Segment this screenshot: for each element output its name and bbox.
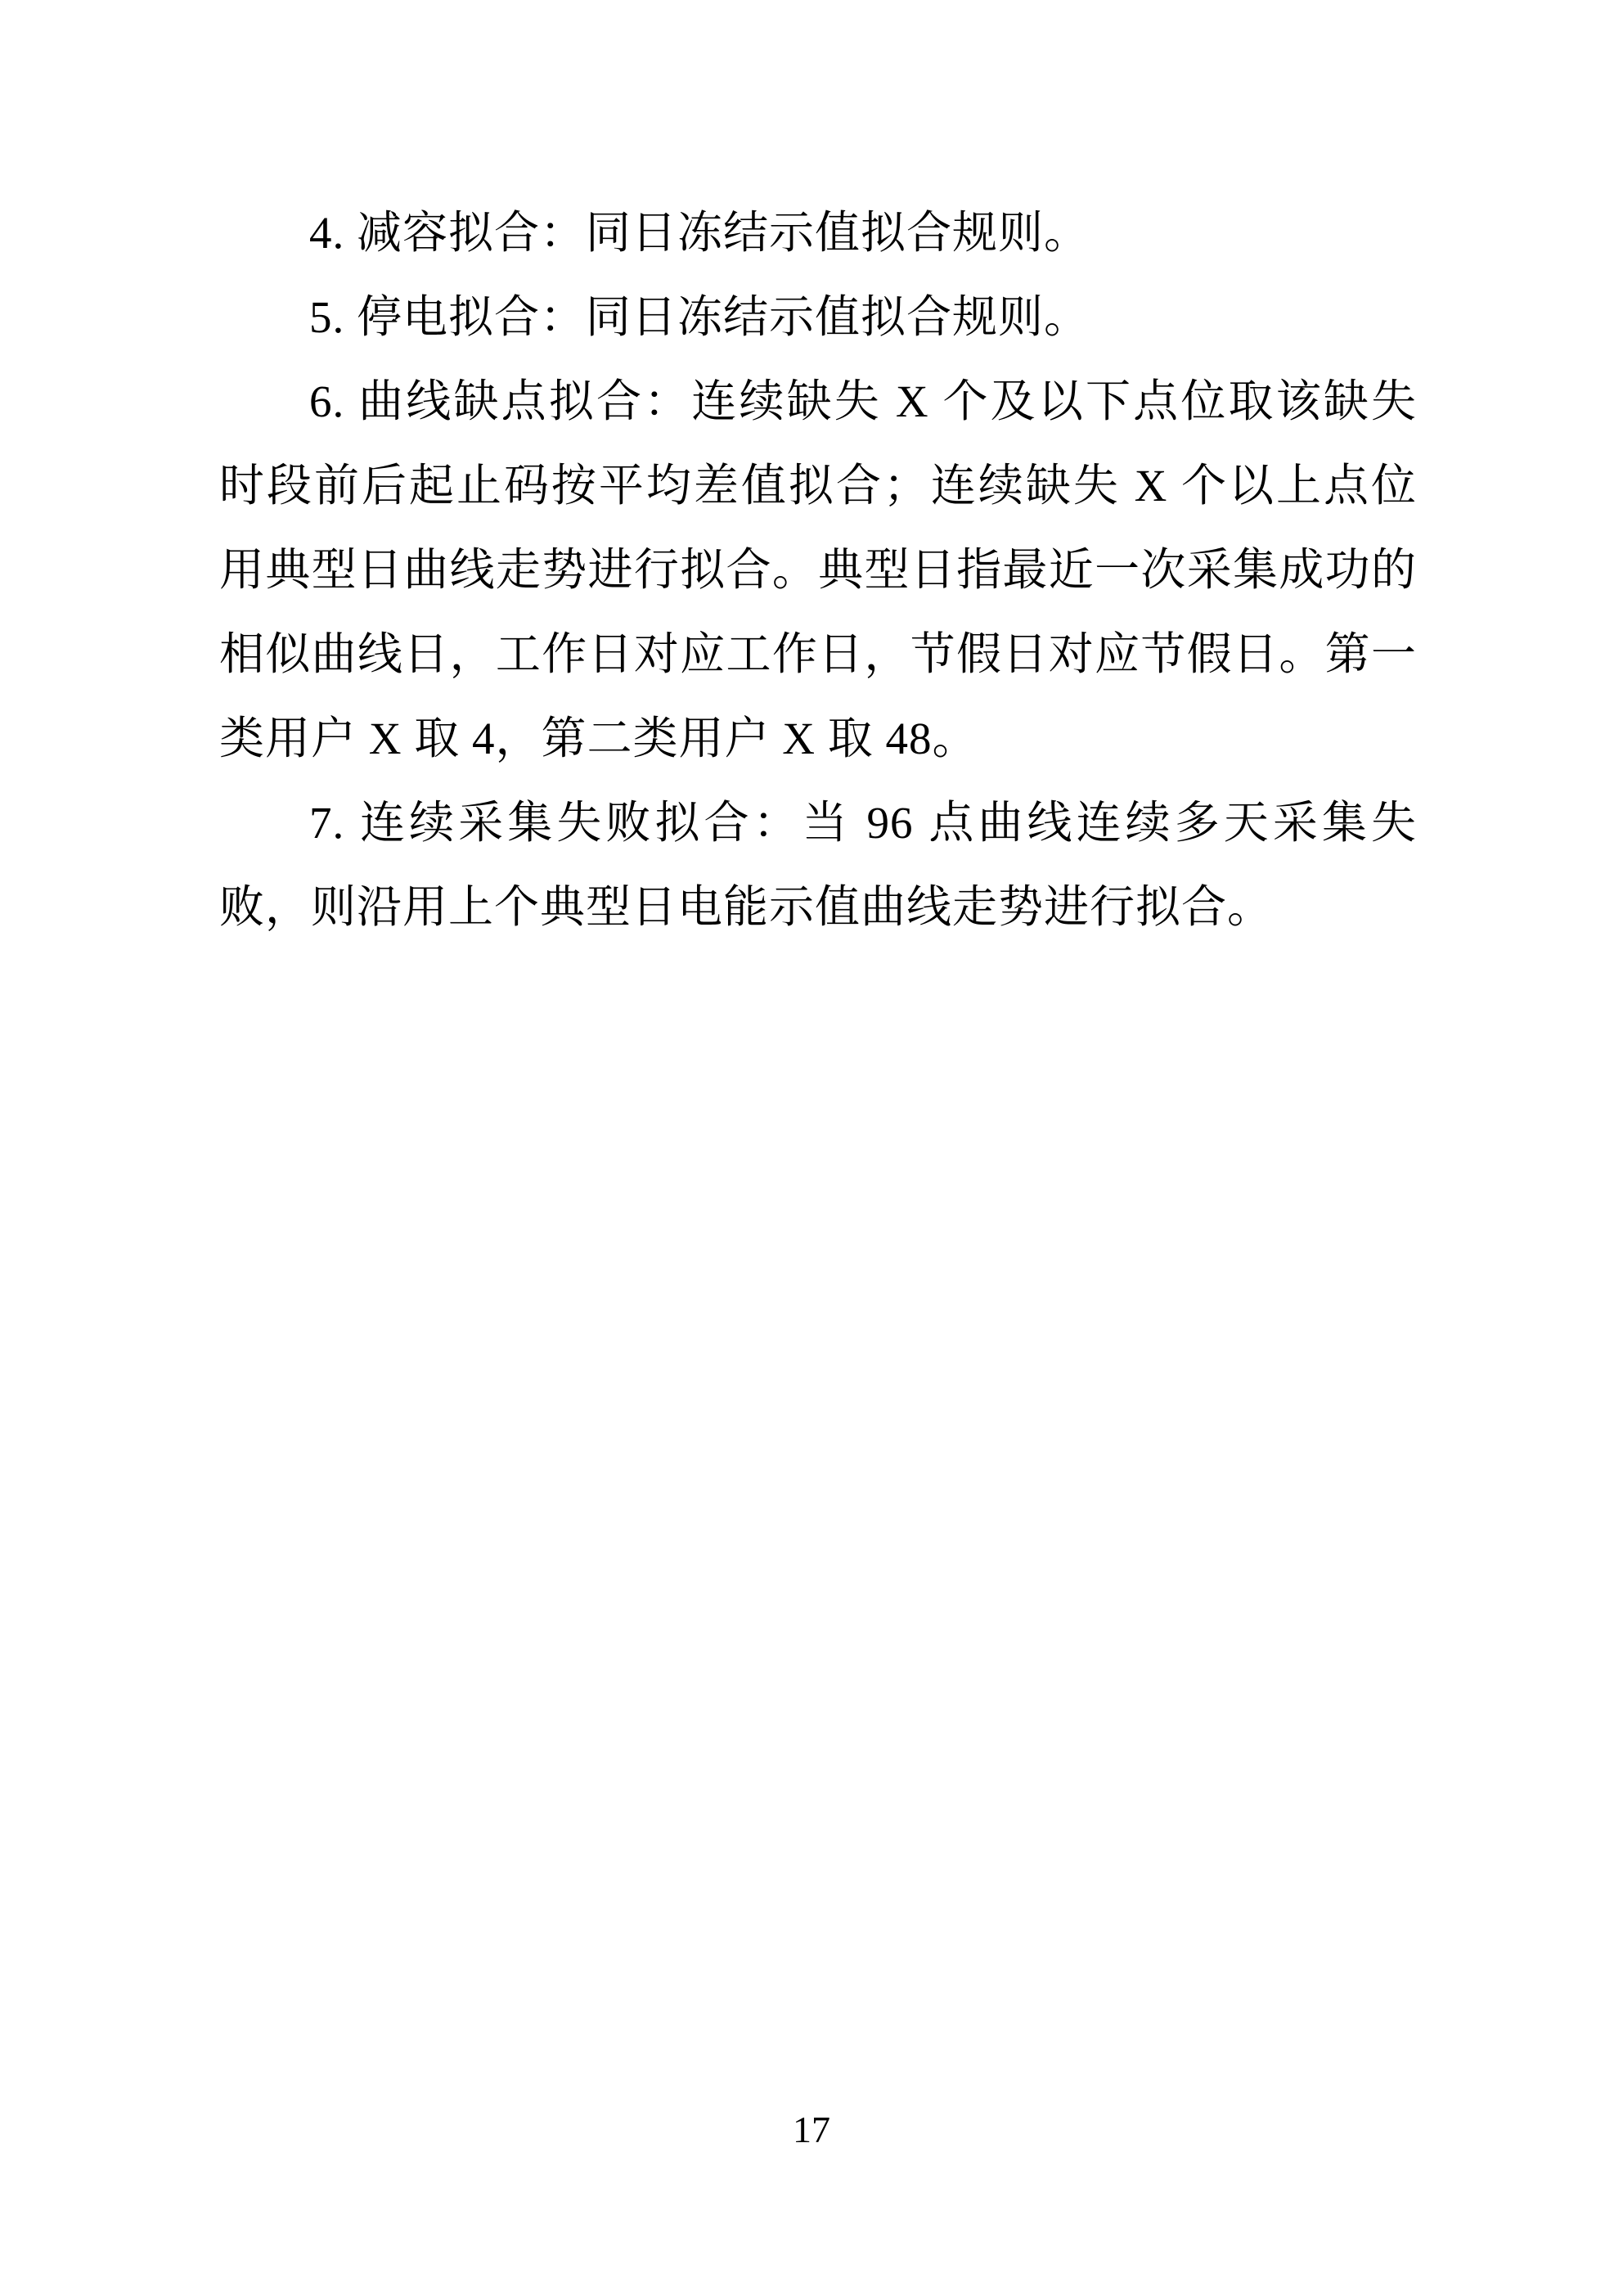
paragraph-item-7: 7. 连续采集失败拟合：当 96 点曲线连续多天采集失败，则沿用上个典型日电能示值曲线走势进行拟合。 <box>219 798 1417 932</box>
document-body <box>219 191 1417 949</box>
paragraph-item-5: 5. 停电拟合：同日冻结示值拟合规则。 <box>309 292 1090 342</box>
paragraph-item-4: 4. 减容拟合：同日冻结示值拟合规则。 <box>309 208 1090 258</box>
paragraph-item-6: 6. 曲线缺点拟合：连续缺失 X 个及以下点位取该缺失时段前后起止码按平均差值拟合；连续缺失 X 个以上点位用典型日曲线走势进行拟合。典型日指最近一次采集成功的相似曲线日，工作日对应工作日，节假日对应节假日。第一类用户 X 取 4，第二类用户 X 取 48。 <box>219 376 1417 763</box>
page-number: 17 <box>793 2109 830 2150</box>
